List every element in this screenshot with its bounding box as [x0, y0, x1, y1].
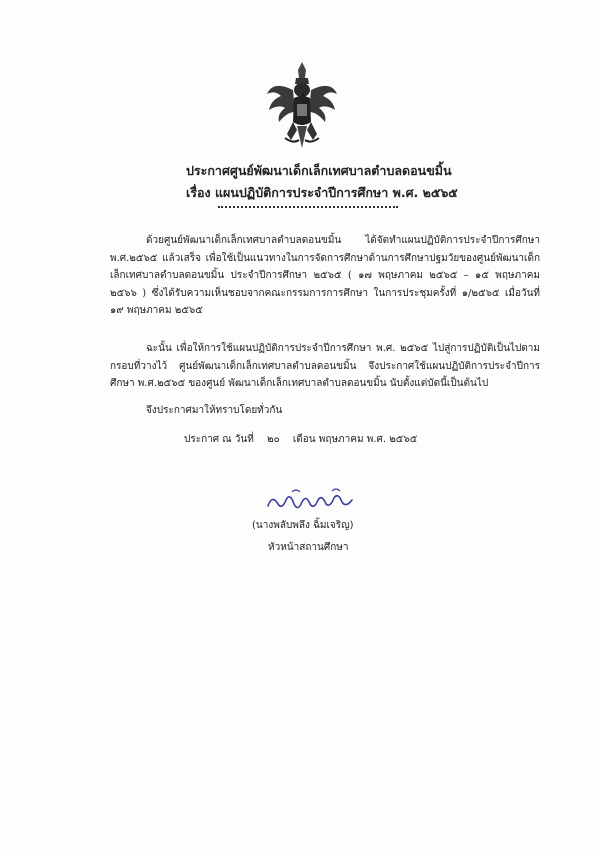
date-month-year: เดือน พฤษภาคม พ.ศ. ๒๕๖๕: [292, 434, 418, 445]
paragraph-2: [110, 340, 540, 393]
announcement-date: [184, 432, 427, 447]
date-prefix: ประกาศ ณ วันที่: [184, 434, 254, 445]
paragraph-3: จึงประกาศมาให้ทราบโดยทั่วกัน: [146, 405, 283, 416]
garuda-emblem-icon: [263, 60, 341, 150]
document-title: ประกาศศูนย์พัฒนาเด็กเล็กเทศบาลตำบลดอนขมิ้น: [186, 163, 452, 178]
handwritten-signature: [262, 486, 362, 516]
signatory-position: หัวหน้าสถานศึกษา: [268, 542, 349, 553]
paragraph-2-text: ฉะนั้น เพื่อให้การใช้แผนปฏิบัติการประจำปีการศึกษา พ.ศ. ๒๕๖๕ ไปสู่การปฏิบัติเป็นไปตามกรอบที่วางไว้ ศูนย์พัฒนาเด็กเล็กเทศบาลตำบลดอนขมิ้น จึงประกาศใช้แผนปฏิบัติการประจำปีการศึกษา พ.ศ.๒๕๖๕ ของศูนย์ พัฒนาเด็กเล็กเทศบาลตำบลดอนขมิ้น นับตั้งแต่บัดนี้เป็นต้นไป: [110, 343, 540, 389]
paragraph-1-text: ด้วยศูนย์พัฒนาเด็กเล็กเทศบาลตำบลดอนขมิ้น ได้จัดทำแผนปฏิบัติการประจำปีการศึกษา พ.ศ.๒๕๖๕ แล้วเสร็จ เพื่อใช้เป็นแนวทางในการจัดการศึกษาด้านการศึกษาปฐมวัยของศูนย์พัฒนาเด็กเล็กเทศบาลตำบลดอนขมิ้น ประจำปีการศึกษา ๒๕๖๕ ( ๑๗ พฤษภาคม ๒๕๖๕ – ๑๕ พฤษภาคม ๒๕๖๖ ) ซึ่งได้รับความเห็นชอบจากคณะกรรมการการศึกษา ในการประชุมครั้งที่ ๑/๒๕๖๕ เมื่อวันที่ ๑๙ พฤษภาคม ๒๕๖๕: [110, 235, 540, 316]
signatory-name: (นางพลับพลึง ฉิ้มเจริญ): [252, 520, 354, 531]
dotted-divider: [218, 206, 398, 208]
title-block: [186, 160, 516, 204]
paragraph-1: [110, 232, 540, 320]
date-day: ๒๐: [266, 434, 280, 445]
document-subject: เรื่อง แผนปฏิบัติการประจำปีการศึกษา พ.ศ. ๒๕๖๕: [186, 185, 458, 200]
